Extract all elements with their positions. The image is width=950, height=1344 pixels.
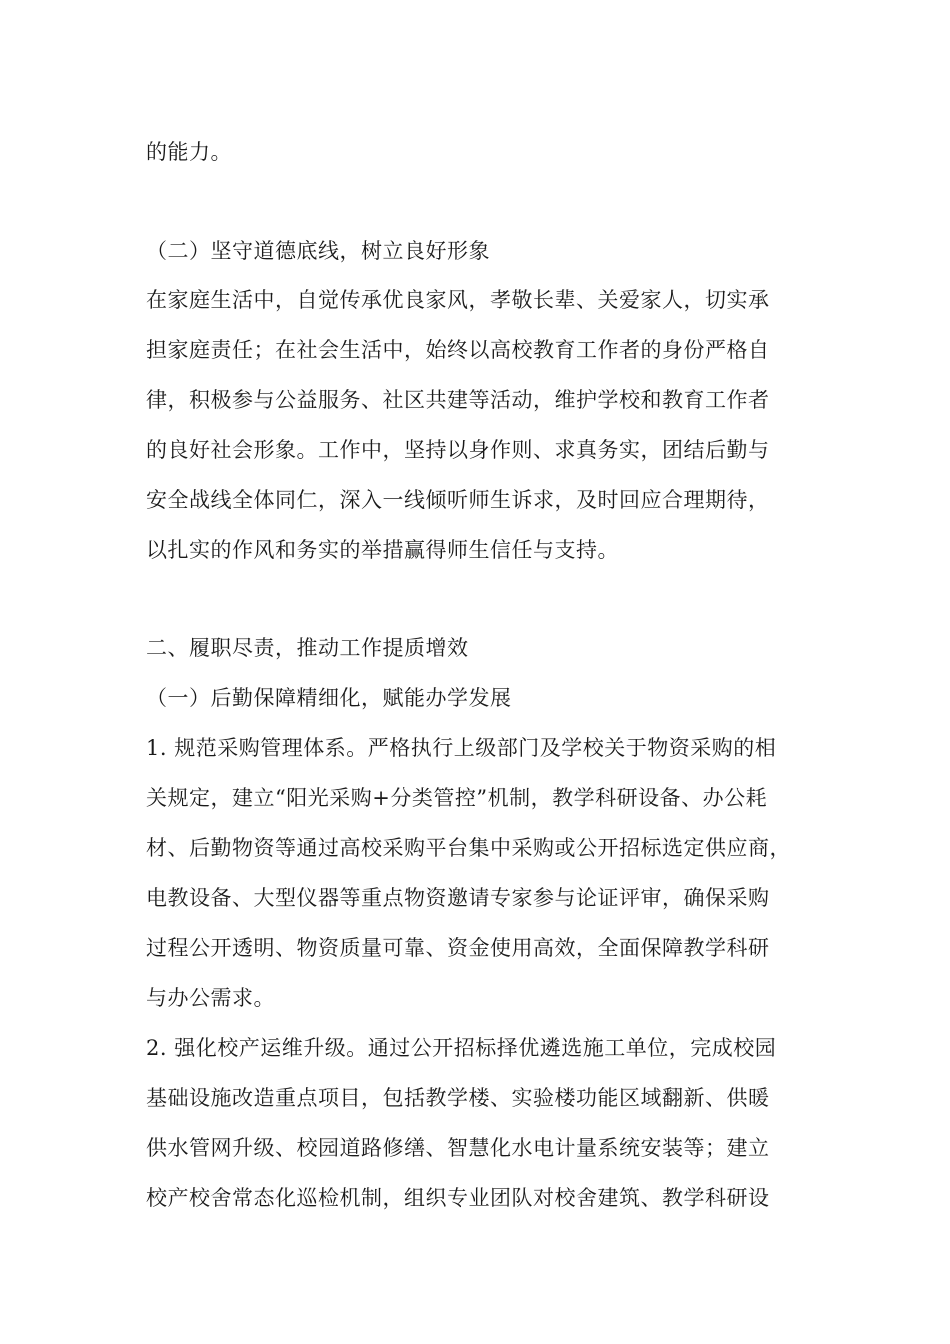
paragraph-line: 安全战线全体同仁，深入一线倾听师生诉求，及时回应合理期待， <box>146 488 770 512</box>
paragraph-line: 供水管网升级、校园道路修缮、智慧化水电计量系统安装等；建立 <box>146 1136 770 1160</box>
paragraph-line: 以扎实的作风和务实的举措赢得师生信任与支持。 <box>146 538 619 562</box>
paragraph-line: 在家庭生活中，自觉传承优良家风，孝敬长辈、关爱家人，切实承 <box>146 288 770 312</box>
paragraph-line: 基础设施改造重点项目，包括教学楼、实验楼功能区域翻新、供暖 <box>146 1086 770 1110</box>
paragraph-line: 担家庭责任；在社会生活中，始终以高校教育工作者的身份严格自 <box>146 338 770 362</box>
section-heading: （二）坚守道德底线，树立良好形象 <box>146 239 490 263</box>
paragraph-line: 校产校舍常态化巡检机制，组织专业团队对校舍建筑、教学科研设 <box>146 1186 770 1210</box>
section-heading: （一）后勤保障精细化，赋能办学发展 <box>146 686 512 710</box>
paragraph-line: 的良好社会形象。工作中，坚持以身作则、求真务实，团结后勤与 <box>146 438 770 462</box>
paragraph-line: 律，积极参与公益服务、社区共建等活动，维护学校和教育工作者 <box>146 388 770 412</box>
paragraph-line: 过程公开透明、物资质量可靠、资金使用高效，全面保障教学科研 <box>146 936 770 960</box>
paragraph-line: 与办公需求。 <box>146 986 275 1010</box>
paragraph-line: 电教设备、大型仪器等重点物资邀请专家参与论证评审，确保采购 <box>146 886 770 910</box>
paragraph-line: 2. 强化校产运维升级。通过公开招标择优遴选施工单位，完成校园 <box>146 1036 777 1060</box>
paragraph-line: 的能力。 <box>146 140 232 164</box>
paragraph-line: 关规定，建立“阳光采购+分类管控”机制，教学科研设备、办公耗 <box>146 786 768 810</box>
paragraph-line: 材、后勤物资等通过高校采购平台集中采购或公开招标选定供应商， <box>146 836 791 860</box>
chapter-heading: 二、履职尽责，推动工作提质增效 <box>146 636 469 660</box>
paragraph-line: 1. 规范采购管理体系。严格执行上级部门及学校关于物资采购的相 <box>146 736 777 760</box>
